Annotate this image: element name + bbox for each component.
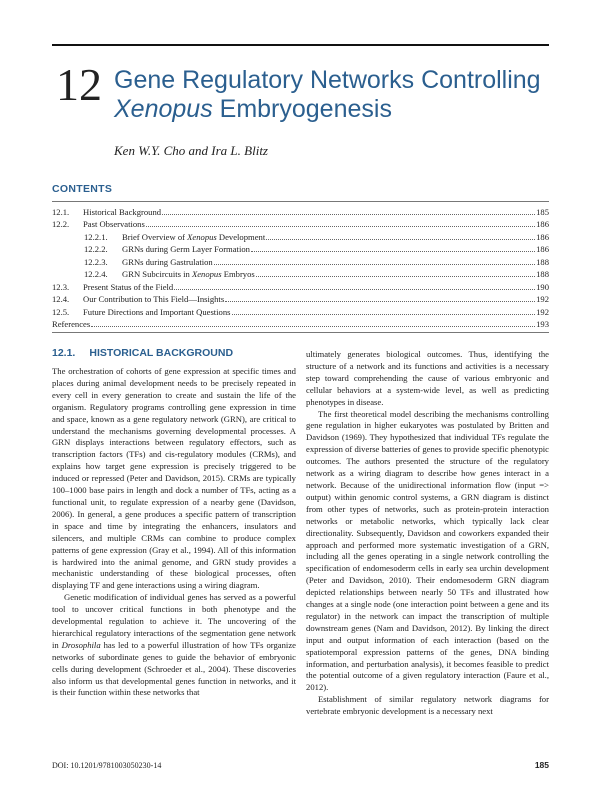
- toc-entry[interactable]: [52, 281, 549, 293]
- contents-heading: CONTENTS: [52, 183, 113, 195]
- chapter-title: [114, 66, 554, 124]
- toc-entry-title: Present Status of the Field: [83, 281, 174, 292]
- section-heading: [52, 347, 233, 359]
- toc-entry-title: GRNs during Gastrulation: [122, 256, 213, 267]
- toc-entry[interactable]: [52, 318, 549, 330]
- chapter-title-line1: Gene Regulatory Networks Controlling: [114, 66, 541, 94]
- toc-entry-number: 12.1.: [52, 207, 70, 217]
- toc-leader-dots: [225, 294, 535, 302]
- left-column: [52, 366, 296, 699]
- toc-entry-title: Brief Overview of Xenopus Development: [122, 231, 266, 242]
- toc-entry[interactable]: [52, 256, 549, 268]
- toc-entry-title: GRN Subcircuits in Xenopus Embryos: [122, 269, 255, 280]
- toc-leader-dots: [162, 207, 535, 215]
- paragraph: ultimately generates biological outcomes. Thus, identifying the structure of a network and its functions and activities is a necessary step toward comprehending the cause of various embryonic and cellular behaviors at a system-wide level, as well as predicting phenotypes in disease.: [306, 349, 549, 407]
- toc-entry-page: 192: [536, 306, 549, 317]
- toc-leader-dots: [174, 282, 535, 290]
- toc-entry-page: 186: [536, 244, 549, 255]
- toc-leader-dots: [214, 257, 535, 265]
- toc-entry-number: 12.5.: [52, 306, 70, 317]
- toc-entry-title: Past Observations: [83, 219, 145, 230]
- toc-entry[interactable]: [52, 306, 549, 318]
- toc-leader-dots: [251, 244, 535, 252]
- toc-leader-dots: [256, 269, 535, 277]
- toc-entry[interactable]: [52, 206, 549, 218]
- toc-entry[interactable]: [52, 293, 549, 305]
- section-title: HISTORICAL BACKGROUND: [89, 347, 234, 359]
- toc-entry-number: 12.2.2.: [84, 244, 108, 255]
- toc-entry-title: Historical Background: [83, 207, 162, 217]
- table-of-contents: [52, 206, 549, 330]
- toc-entry-title: Our Contribution to This Field—Insights: [83, 294, 225, 305]
- toc-entry[interactable]: [52, 268, 549, 280]
- toc-entry-number: 12.4.: [52, 294, 70, 305]
- paragraph: The orchestration of cohorts of gene expression at specific times and places during animal development needs to be precisely repeated in every cell in every generation to create and sustain the life of the organism. Regulatory programs controlling gene expression in time and space, known as a gene regulatory network (GRN), are critical to understand the mechanisms governing developmental processes. A GRN displays interactions between regulatory effectors, such as transcription factors (TFs) and cis-regulatory modules (CRMs), and explains how target gene expression is precisely triggered to be induced or repressed (Peter and Davidson, 2015). CRMs are typically 100–1000 base pairs in length and dock a number of TFs, acting as a functional unit, to regulate expression of a nearby gene (Davidson, 2006). In general, a gene produces a specific pattern of transcription in space and time by integrating the enhancers, insulators and silencers, and multiple CRMs can combine to produce complex patterns of gene expression (Gray et al., 1994). All of this information is hardwired into the animal genome, and GRN study provides a mechanistic understanding of these biological processes, often displaying TF and gene interactions using a wiring diagram.: [52, 366, 296, 591]
- toc-entry-title: Future Directions and Important Questions: [83, 306, 231, 317]
- toc-entry-page: 186: [536, 231, 549, 242]
- toc-entry-number: 12.2.3.: [84, 256, 108, 267]
- chapter-title-italic: Xenopus: [114, 95, 213, 123]
- toc-entry-page: 188: [536, 269, 549, 280]
- toc-leader-dots: [266, 232, 535, 240]
- toc-entry-page: 186: [536, 219, 549, 230]
- paragraph: Genetic modification of individual genes has served as a powerful tool to uncover critical functions in both phenotype and the developmental regulation to achieve it. The uncovering of the hierarchical regulatory interactions of the segmentation gene network in Drosophila has led to a powerful illustration of how TFs organize networks of subordinate genes to guide the behavior of embryonic cells during development (Schroeder et al., 2004). These discoveries also inform us that developmental genes function in networks, and it is their function within these networks that: [52, 592, 296, 698]
- paragraph: The first theoretical model describing the mechanisms controlling gene regulation in higher eukaryotes was postulated by Britten and Davidson (1969). They hypothesized that individual TFs regulate the expression of diverse batteries of genes to provide specific phenotypic outcomes. The authors presented the structure of the regulatory network as a wiring diagram to describe how genes interact in a network. Because of the unidirectional information flow (input => output) within genomic control systems, a GRN diagram is distinct from other types of networks, such as protein-protein interaction networks or metabolic networks, which typically lack clear directionality. Subsequently, Davidson and coworkers expanded their approach and performed more systematic investigation of a GRN, including all the genes operating in a single network controlling the specification of endomesoderm cells in early sea urchin development (Peter and Davidson, 2010). Their endomesoderm GRN diagram depicted relationships between nearly 50 TFs and illustrated how changes at a single node (one interaction point between a gene and its regulator) in the network can impact the transcription of multiple downstream genes (Nam and Davidson, 2012). By linking the direct input and output information of each interaction (based on the spatiotemporal expression patterns of the genes, DNA binding information, and perturbation analysis), it becomes feasible to predict the potential outcome of a given regulatory interaction (Faure et al., 2012).: [306, 408, 549, 693]
- page-number: 185: [534, 760, 549, 770]
- toc-leader-dots: [146, 219, 535, 227]
- toc-leader-dots: [232, 307, 536, 315]
- toc-entry-number: 12.3.: [52, 281, 70, 292]
- toc-entry[interactable]: [52, 243, 549, 255]
- paragraph: Establishment of similar regulatory network diagrams for vertebrate embryonic development is a necessary next: [306, 694, 549, 717]
- toc-entry-title: GRNs during Germ Layer Formation: [122, 244, 250, 255]
- toc-entry-page: 185: [536, 207, 549, 217]
- section-number: 12.1.: [52, 347, 76, 359]
- chapter-title-rest: Embryogenesis: [212, 95, 392, 123]
- top-rule: [52, 44, 549, 46]
- contents-top-rule: [52, 201, 549, 202]
- chapter-number: 12: [56, 59, 102, 110]
- toc-entry[interactable]: [52, 231, 549, 243]
- toc-entry-page: 188: [536, 256, 549, 267]
- chapter-title-line2: [114, 95, 554, 124]
- chapter-authors: Ken W.Y. Cho and Ira L. Blitz: [114, 143, 268, 158]
- toc-entry-number: 12.2.: [52, 219, 70, 230]
- toc-entry-number: 12.2.1.: [84, 231, 108, 242]
- toc-leader-dots: [91, 319, 535, 327]
- toc-entry-page: 192: [536, 294, 549, 305]
- toc-entry-number: 12.2.4.: [84, 269, 108, 280]
- footer-doi: DOI: 10.1201/9781003050230-14: [52, 761, 162, 770]
- toc-entry-page: 190: [536, 281, 549, 292]
- contents-bottom-rule: [52, 332, 549, 333]
- toc-entry[interactable]: [52, 218, 549, 230]
- toc-entry-title: References: [52, 318, 91, 329]
- right-column: [306, 349, 549, 718]
- toc-entry-page: 193: [536, 318, 549, 329]
